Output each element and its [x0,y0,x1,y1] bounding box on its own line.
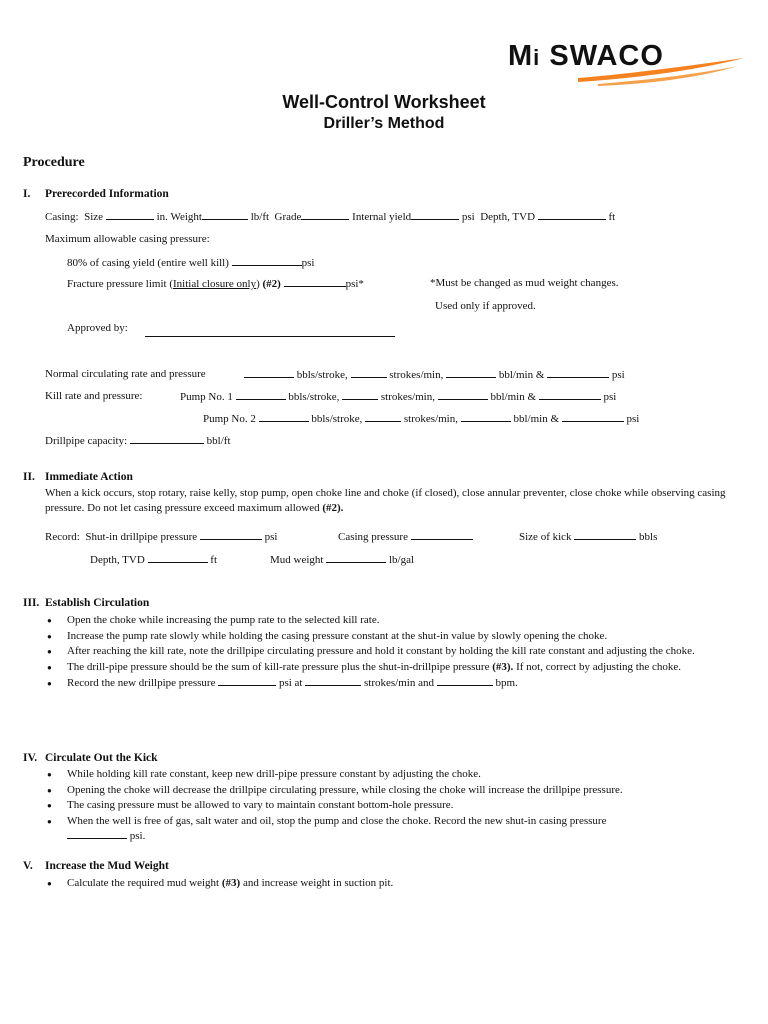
new-casing-pressure-field[interactable] [67,829,127,839]
mud-weight-line [270,553,414,566]
psi-unit: psi [301,257,315,269]
new-drillpipe-field[interactable] [218,676,276,686]
section-number: III. [23,597,40,609]
bbl-min-unit: bbl/min & [513,413,560,425]
psi-unit: psi [611,369,625,381]
pump2-bbls-field[interactable] [259,412,309,422]
fracture-ref: (#2) [262,278,281,290]
depth-field[interactable] [148,553,208,563]
bpm-field[interactable] [437,676,493,686]
size-field[interactable] [106,210,154,220]
list-item-text: psi. [129,830,146,842]
list-item-ref: (#3) [221,877,241,889]
list-item: ● While holding kill rate constant, keep new drill-pipe pressure constant by adjusting the choke. [45,767,745,783]
normal-psi-field[interactable] [547,368,609,378]
pump1-strokes-field[interactable] [342,390,378,400]
psi-star-unit: psi* [345,278,364,290]
psi-unit: psi [461,211,475,223]
mud-weight-label: Mud weight [270,554,324,566]
kick-bullets [45,767,745,845]
section-5-heading [23,860,169,872]
pump2-strokes-field[interactable] [365,412,401,422]
size-label: Size [84,211,104,223]
list-item [45,676,745,692]
lbgal-unit: lb/gal [388,554,415,566]
yield80-field[interactable] [232,256,302,266]
pump1-bblmin-field[interactable] [438,390,488,400]
note-approved: Used only if approved. [435,300,536,312]
list-item: ● The casing pressure must be allowed to vary to maintain constant bottom-hole pressure. [45,798,745,814]
list-item-text: strokes/min and [363,677,434,689]
weight-label: Weight [170,211,202,223]
drillpipe-capacity-line [45,434,231,447]
depth-label: Depth, TVD [90,554,145,566]
psi-unit: psi [603,391,617,403]
approved-signature-field[interactable] [145,335,395,337]
note-mud-weight: *Must be changed as mud weight changes. [430,277,619,289]
lbft-unit: lb/ft [250,211,270,223]
in-unit: in. [156,211,168,223]
circulation-bullets [45,613,745,692]
list-item-text: bpm. [495,677,518,689]
drillpipe-label: Drillpipe capacity: [45,435,128,447]
list-item-text: psi at [278,677,303,689]
grade-field[interactable] [301,210,349,220]
normal-strokes-field[interactable] [351,368,387,378]
page-subtitle: Driller’s Method [323,115,445,132]
casing-pressure-line [338,530,473,543]
record-label: Record: [45,531,80,543]
bbls-unit: bbls [639,531,658,543]
casing-pressure-label: Casing pressure [338,531,408,543]
strokes-field[interactable] [305,676,361,686]
ft-unit: ft [608,211,616,223]
section-title: Immediate Action [45,471,133,483]
normal-rate-label: Normal circulating rate and pressure [45,368,206,380]
list-item: ● Increase the pump rate slowly while holding the casing pressure constant at the shut-in value by slowly opening the choke. [45,629,745,645]
section-1-heading [23,188,169,200]
kick-size-field[interactable] [574,530,636,540]
normal-bblmin-field[interactable] [446,368,496,378]
fracture-line [67,277,364,290]
section-number: V. [23,860,33,872]
yield-field[interactable] [411,210,459,220]
yield80-label: 80% of casing yield (entire well kill) [67,257,229,269]
list-item [45,876,745,892]
pump1-fields [180,390,616,403]
list-item-text: When the well is free of gas, salt water and oil, stop the pump and close the choke. Record the new shut-in casing pressure [67,814,607,827]
list-item-ref: (#3). [492,660,514,673]
list-item-text: If not, correct by adjusting the choke. [513,660,682,673]
bbl-min-unit: bbl/min & [490,391,537,403]
logo-wordmark: Mi SWACO [508,40,664,72]
depth-label: Depth, TVD [480,211,536,223]
kick-size-line [519,530,657,543]
depth-field[interactable] [538,210,606,220]
record-line-2 [90,553,217,566]
drillpipe-field[interactable] [130,434,204,444]
bblft-unit: bbl/ft [206,435,231,447]
psi-unit: psi [626,413,640,425]
section-title: Circulate Out the Kick [45,752,158,764]
section-title: Establish Circulation [45,597,150,609]
pump1-bbls-field[interactable] [236,390,286,400]
section-number: IV. [23,752,38,764]
yield80-line [67,256,315,269]
list-item-text: The drill-pipe pressure should be the sum of kill-rate pressure plus the shut-in-drillpipe pressure [67,660,493,673]
list-item: ● Opening the choke will decrease the drillpipe circulating pressure, while closing the choke will increase the drillpipe pressure. [45,783,745,799]
immediate-action-ref: (#2). [322,501,344,514]
list-item: ● Open the choke while increasing the pump rate to the selected kill rate. [45,613,745,629]
grade-label: Grade [274,211,302,223]
ft-unit: ft [210,554,218,566]
pump1-label: Pump No. 1 [180,391,233,403]
pump2-psi-field[interactable] [562,412,624,422]
list-item [45,814,745,845]
casing-pressure-field[interactable] [411,530,473,540]
casing-line [45,210,615,223]
pump1-psi-field[interactable] [539,390,601,400]
list-item-text: and increase weight in suction pit. [240,877,394,889]
strokes-min-unit: strokes/min, [380,391,435,403]
pump2-label: Pump No. 2 [203,413,256,425]
procedure-heading: Procedure [23,155,85,170]
strokes-min-unit: strokes/min, [403,413,458,425]
mud-weight-bullets [45,876,745,892]
section-title: Increase the Mud Weight [45,860,169,872]
record-line-1 [45,530,278,543]
kick-size-label: Size of kick [519,531,572,543]
max-allow-label: Maximum allowable casing pressure: [45,233,210,245]
casing-label: Casing: [45,211,79,223]
pump2-fields [203,412,639,425]
kill-rate-label: Kill rate and pressure: [45,390,143,402]
normal-rate-fields [244,368,625,381]
shutin-label: Shut-in drillpipe pressure [85,531,198,543]
fracture-label: Fracture pressure limit ( [67,278,173,290]
bbl-min-unit: bbl/min & [498,369,545,381]
approved-label: Approved by: [67,322,128,334]
bbls-stroke-unit: bbls/stroke, [296,369,348,381]
normal-bbls-field[interactable] [244,368,294,378]
list-item [45,660,745,676]
fracture-underlined: Initial closure only [173,278,257,290]
section-number: II. [23,471,35,483]
section-title: Prerecorded Information [45,188,169,200]
immediate-action-body: When a kick occurs, stop rotary, raise kelly, stop pump, open choke line and choke (if closed), close annular preventer, close choke while observing casing pressure. Do not let casing pressure exceed maximum allowed [45,487,726,514]
mud-weight-field[interactable] [326,553,386,563]
weight-field[interactable] [202,210,248,220]
mi-swaco-logo [508,40,748,88]
immediate-action-text [45,486,745,515]
list-item: ● After reaching the kill rate, note the drillpipe circulating pressure and hold it constant by holding the kill rate constant and adjusting the choke. [45,644,745,660]
section-2-heading [23,471,133,483]
section-4-heading [23,752,158,764]
psi-unit: psi [264,531,278,543]
fracture-field[interactable] [284,277,346,287]
strokes-min-unit: strokes/min, [389,369,444,381]
yield-label: Internal yield [352,211,412,223]
section-3-heading [23,597,149,609]
pump2-bblmin-field[interactable] [461,412,511,422]
section-number: I. [23,188,31,200]
list-item-text: Calculate the required mud weight [67,877,222,889]
page-title: Well-Control Worksheet [282,92,486,112]
bbls-stroke-unit: bbls/stroke, [311,413,363,425]
list-item-text: Record the new drillpipe pressure [67,677,216,689]
bbls-stroke-unit: bbls/stroke, [288,391,340,403]
shutin-field[interactable] [200,530,262,540]
fracture-close: ) [256,278,260,290]
